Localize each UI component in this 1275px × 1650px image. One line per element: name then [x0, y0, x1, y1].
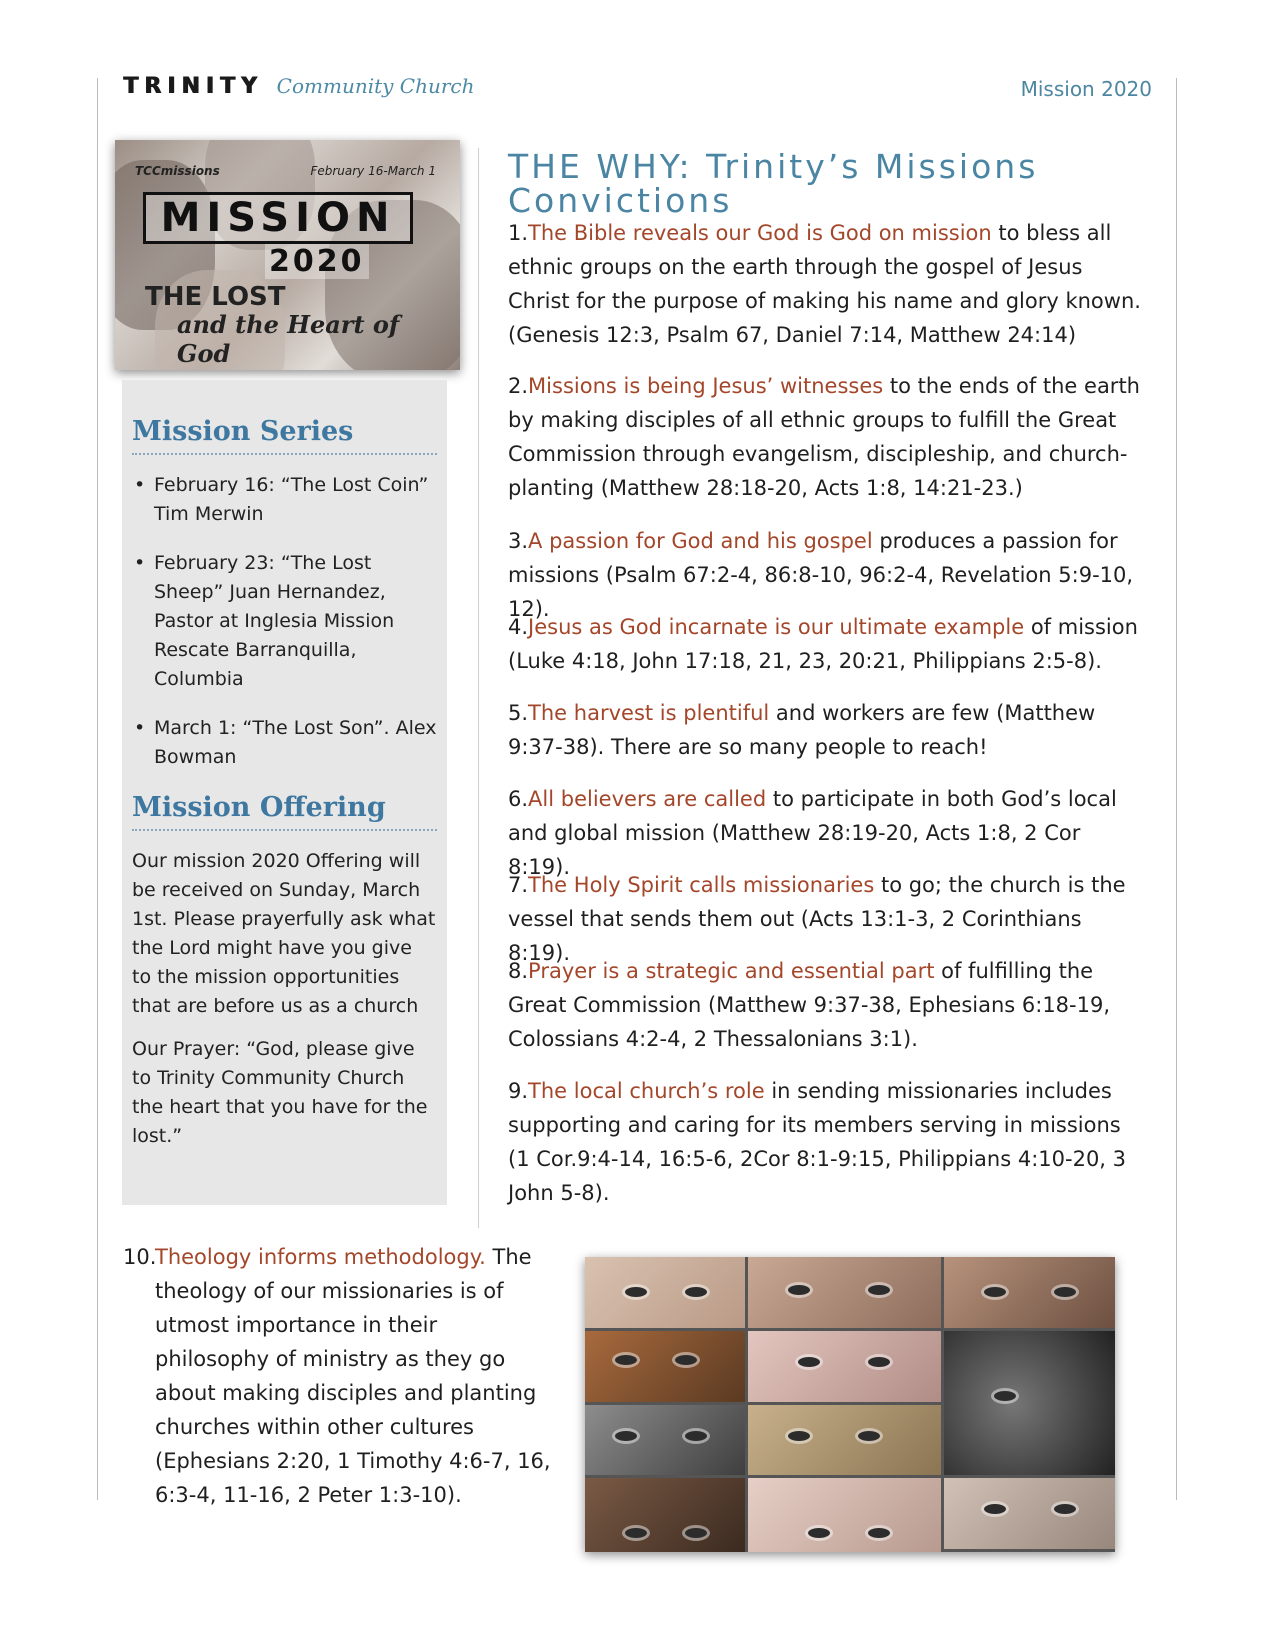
- face-tile: [585, 1257, 745, 1328]
- conviction-10-highlight: Theology informs methodology.: [155, 1245, 486, 1269]
- list-item: • March 1: “The Lost Son”. Alex Bowman: [132, 714, 437, 772]
- face-tile: [748, 1257, 940, 1328]
- conviction-6: 6.All believers are called to participate in both God’s local and global mission (Matthew 28:19-20, Acts 1:8, 2 Cor 8:19).: [508, 787, 1117, 879]
- series-dates: February 16-March 1: [310, 164, 436, 178]
- series-year: 2020: [265, 244, 369, 279]
- face-tile: [944, 1331, 1115, 1476]
- page-border-right: [1176, 78, 1177, 1500]
- conviction-5: 5.The harvest is plentiful and workers are few (Matthew 9:37-38). There are so many people to reach!: [508, 701, 1096, 759]
- series-list: [132, 471, 437, 772]
- brand-name: TRINITY: [123, 74, 263, 99]
- page-border-left: [97, 78, 98, 1500]
- series-heading: Mission Series: [132, 416, 354, 447]
- face-tile: [748, 1478, 940, 1552]
- brand-subtitle: Community Church: [276, 74, 475, 98]
- sidebar: [122, 380, 447, 1205]
- list-item: • February 23: “The Lost Sheep” Juan Hernandez, Pastor at Inglesia Mission Rescate Barranquilla, Columbia: [132, 549, 437, 694]
- series-tcc-label: TCCmissions: [135, 164, 220, 178]
- list-item: • February 16: “The Lost Coin” Tim Merwin: [132, 471, 437, 529]
- face-tile: [748, 1405, 940, 1476]
- page-title: THE WHY: Trinity’s Missions Convictions: [508, 147, 1039, 220]
- conviction-10-number: 10.: [123, 1245, 157, 1269]
- face-tile: [585, 1478, 745, 1552]
- series-heart: and the Heart of God: [177, 310, 400, 368]
- conviction-10: [123, 1240, 553, 1512]
- face-tile: [585, 1331, 745, 1402]
- face-tile: [944, 1478, 1115, 1549]
- prayer-text: Our Prayer: “God, please give to Trinity Community Church the heart that you have for the lost.”: [132, 1038, 428, 1147]
- conviction-7: 7.The Holy Spirit calls missionaries to go; the church is the vessel that sends them out (Acts 13:1-3, 2 Corinthians 8:19).: [508, 873, 1126, 965]
- series-mission-word: MISSION: [143, 192, 413, 244]
- series-lost: THE LOST: [145, 282, 286, 312]
- offering-heading: Mission Offering: [132, 792, 386, 823]
- conviction-2: 2.Missions is being Jesus’ witnesses to the ends of the earth by making disciples of all ethnic groups to fulfill the Great Commission through evangelism, discipleship, and church-planting (Matthew 28:18-20, Acts 1:8, 14:21-23.): [508, 374, 1140, 500]
- face-tile: [585, 1405, 745, 1476]
- conviction-4: 4.Jesus as God incarnate is our ultimate example of mission (Luke 4:18, John 17:18, 21, 23, 20:21, Philippians 2:5-8).: [508, 615, 1138, 673]
- divider: [132, 453, 437, 455]
- faces-collage-image: [585, 1257, 1115, 1552]
- conviction-1: 1.The Bible reveals our God is God on mission to bless all ethnic groups on the earth through the gospel of Jesus Christ for the purpose of making his name and glory known. (Genesis 12:3, Psalm 67, Daniel 7:14, Matthew 24:14): [508, 221, 1141, 347]
- conviction-3: 3.A passion for God and his gospel produces a passion for missions (Psalm 67:2-4, 86:8-10, 96:2-4, Revelation 5:9-10, 12).: [508, 529, 1134, 621]
- page-label: Mission 2020: [1020, 77, 1152, 101]
- face-tile: [944, 1257, 1115, 1328]
- divider: [132, 829, 437, 831]
- conviction-8: 8.Prayer is a strategic and essential part of fulfilling the Great Commission (Matthew 9:37-38, Ephesians 6:18-19, Colossians 4:2-4, 2 Thessalonians 3:1).: [508, 959, 1111, 1051]
- conviction-9: 9.The local church’s role in sending missionaries includes supporting and caring for its members serving in missions (1 Cor.9:4-14, 16:5-6, 2Cor 8:1-9:15, Philippians 4:10-20, 3 John 5-8).: [508, 1079, 1127, 1205]
- column-divider: [478, 148, 479, 1228]
- mission-series-graphic: [115, 140, 460, 370]
- conviction-10-text: The theology of our missionaries is of utmost importance in their philosophy of ministry as they go about making disciples and planting churches within other cultures (Ephesians 2:20, 1 Timothy 4:6-7, 16, 6:3-4, 11-16, 2 Peter 1:3-10).: [155, 1245, 551, 1507]
- face-tile: [748, 1331, 940, 1402]
- offering-text: Our mission 2020 Offering will be received on Sunday, March 1st. Please prayerfully ask what the Lord might have you give to the mission opportunities that are before us as a church: [132, 850, 436, 1017]
- church-logo: [123, 74, 475, 99]
